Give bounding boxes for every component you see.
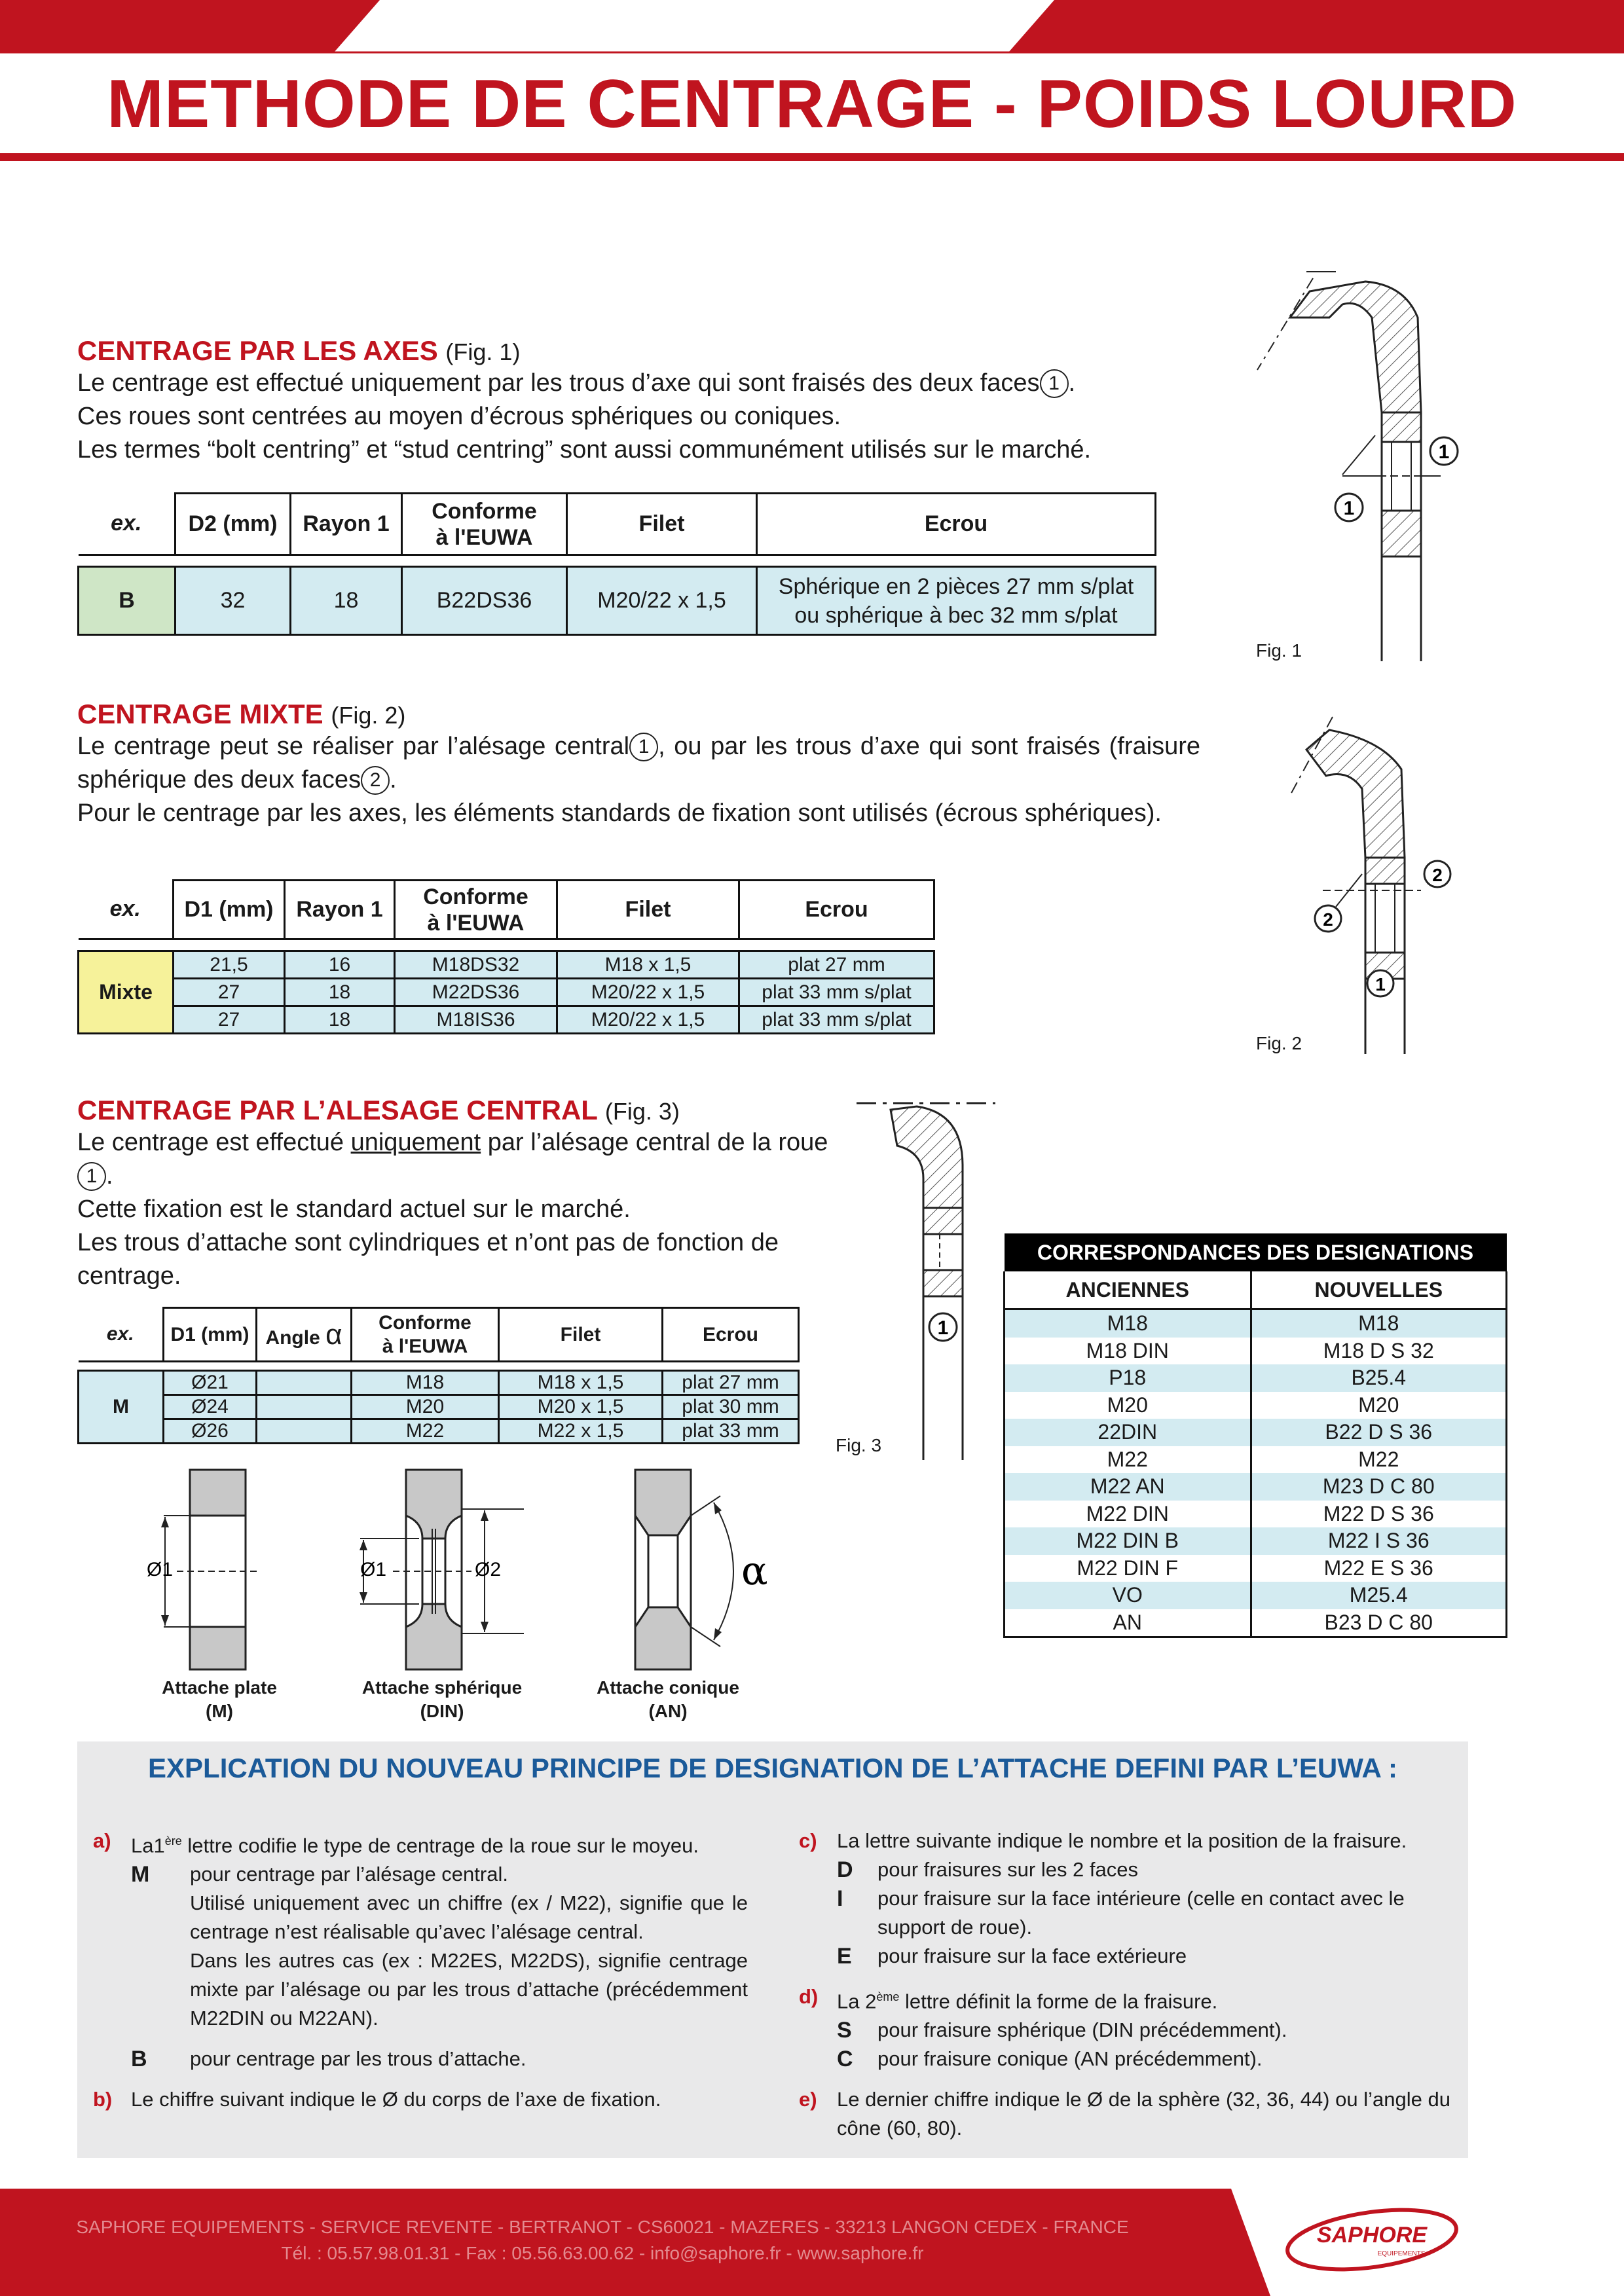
cell [257,1419,352,1444]
fig1-drawing [1244,265,1506,665]
corr-cell: M18 [1251,1309,1507,1338]
cell: plat 33 mm s/plat [739,1006,934,1034]
cell: M18IS36 [395,1006,557,1034]
explanation-box [77,1741,1468,2158]
para-line: Les termes “bolt centring” et “stud centring” sont aussi communément utilisés sur le marché. [77,436,1092,464]
corr-cell: M22 DIN [1005,1501,1251,1528]
text: pour fraisure sur la face extérieure [877,1944,1187,1967]
corr-cell: M22 [1005,1446,1251,1474]
text: pour fraisures sur les 2 faces [877,1858,1139,1881]
cell: M18DS32 [395,951,557,979]
corr-title: CORRESPONDANCES DES DESIGNATIONS [1005,1233,1507,1271]
sup: ème [876,1990,900,2003]
text: La 2 [837,1990,877,2013]
th-rayon: Rayon 1 [285,881,395,939]
code-b: B [131,2047,147,2072]
marker-1: 1 [77,1162,106,1191]
corr-cell: M18 DIN [1005,1338,1251,1365]
fig3-marker: 1 [937,1317,949,1339]
text: pour fraisure sphérique (DIN précédemment). [877,2018,1287,2042]
table-alesage [77,1307,800,1444]
text: lettre codifie le type de centrage de la roue sur le moyeu. [181,1834,699,1857]
cell: M20 x 1,5 [499,1395,663,1419]
para-text: Le centrage est effectué [77,1129,351,1156]
section-heading: CENTRAGE PAR L’ALESAGE CENTRAL [77,1095,598,1125]
table-axes [77,492,1156,636]
fig2-marker-b: 2 [1323,909,1333,930]
cell: M20/22 x 1,5 [557,1006,739,1034]
label-c: c) [799,1829,817,1852]
fig1-marker-b: 1 [1343,498,1355,519]
section-heading: CENTRAGE PAR LES AXES [77,335,438,366]
cell-ecrou: Sphérique en 2 pièces 27 mm s/plat ou sphérique à bec 32 mm s/plat [757,567,1156,635]
cell: M20 [352,1395,499,1419]
attache-conique-drawing [635,1470,768,1669]
corr-cell: M22 AN [1005,1473,1251,1501]
code-d: D [837,1857,853,1882]
para-line: Le centrage est effectué uniquement par les trous d’axe qui sont fraisés des deux faces [77,369,1040,397]
footer [0,2189,1624,2296]
fig-ref: (Fig. 2) [331,702,406,729]
footer-address: SAPHORE EQUIPEMENTS - SERVICE REVENTE - BERTRANOT - CS60021 - MAZERES - 33213 LANGON CEDEX - FRANCE [76,2217,1129,2237]
label-d: d) [799,1985,819,2008]
cell: plat 30 mm [663,1395,799,1419]
text: pour centrage par les trous d’attache. [190,2047,526,2071]
cell: M22DS36 [395,979,557,1006]
text: pour fraisure conique (AN précédemment). [877,2047,1263,2071]
text: Utilisé uniquement avec un chiffre (ex / M22), signifie que le centrage n’est réalisable qu’avec l’alésage central. [190,1891,748,1944]
th-ex: ex. [79,1308,164,1362]
saphore-logo [1280,2203,1464,2275]
corr-cell: M18 D S 32 [1251,1338,1507,1365]
label-a: a) [93,1829,111,1852]
section-heading: CENTRAGE MIXTE [77,699,323,729]
fig2-marker-a: 2 [1432,865,1443,885]
marker-1: 1 [629,733,658,761]
code-i: I [837,1886,843,1911]
section-mixte [77,699,1200,830]
para-text: Les trous d’attache sont cylindriques et n’ont pas de fonction de centrage. [77,1229,779,1290]
alpha-label: α [741,1548,768,1594]
fig3-label: Fig. 3 [836,1435,882,1455]
caption-plate: Attache plate (M) [162,1677,277,1721]
sup: ère [164,1834,182,1848]
explanation-right [799,1827,1454,2143]
corr-cell: M18 [1005,1309,1251,1338]
code-m: M [131,1862,150,1887]
corr-cell: VO [1005,1582,1251,1609]
marker-2: 2 [361,766,390,795]
cell: 27 [174,1006,285,1034]
cell: 18 [285,1006,395,1034]
cell-ex: M [79,1371,164,1444]
th-ecrou: Ecrou [663,1308,799,1362]
cell: plat 27 mm [739,951,934,979]
cell: M22 [352,1419,499,1444]
cell-ex: Mixte [79,951,174,1034]
corr-cell: M22 [1251,1446,1507,1474]
explanation-title: EXPLICATION DU NOUVEAU PRINCIPE DE DESIGNATION DE L’ATTACHE DEFINI PAR L’EUWA : [148,1753,1397,1783]
corr-cell: M20 [1005,1392,1251,1419]
cell: 16 [285,951,395,979]
cell-conforme: B22DS36 [402,567,567,635]
cell: M22 x 1,5 [499,1419,663,1444]
cell: M18 x 1,5 [499,1371,663,1395]
cell: M18 [352,1371,499,1395]
logo-sub: EQUIPEMENTS [1377,2250,1426,2257]
corr-cell: M22 E S 36 [1251,1555,1507,1582]
cell-d2: 32 [175,567,291,635]
code-s: S [837,2018,852,2043]
corr-col-anciennes: ANCIENNES [1005,1271,1251,1309]
para-text: Pour le centrage par les axes, les éléments standards de fixation sont utilisés (écrous sphériques). [77,799,1162,827]
corr-cell: B23 D C 80 [1251,1609,1507,1637]
page-title: METHODE DE CENTRAGE - POIDS LOURD [107,66,1517,142]
explanation-left [93,1827,748,2114]
corr-cell: M20 [1251,1392,1507,1419]
cell-filet: M20/22 x 1,5 [567,567,757,635]
cell [257,1371,352,1395]
text: La1 [131,1834,165,1857]
text: Le chiffre suivant indique le Ø du corps de l’axe de fixation. [131,2088,661,2111]
text: lettre définit la forme de la fraisure. [899,1990,1218,2013]
corr-cell: P18 [1005,1364,1251,1392]
cell-ex: B [79,567,175,635]
th-conforme: Conforme à l'EUWA [395,881,557,939]
para-underline: uniquement [350,1129,481,1156]
th-angle [257,1308,352,1362]
corr-cell: M22 DIN B [1005,1527,1251,1555]
text: Le dernier chiffre indique le Ø de la sphère (32, 36, 44) ou l’angle du cône (60, 80). [837,2088,1450,2140]
cell: Ø26 [164,1419,257,1444]
dim-d2: Ø2 [475,1559,502,1580]
th-d2: D2 (mm) [175,494,291,555]
th-ex: ex. [79,881,174,939]
correspondances-table [1003,1233,1507,1638]
corr-cell: 22DIN [1005,1419,1251,1446]
corr-cell: AN [1005,1609,1251,1637]
fig2-marker-c: 1 [1375,974,1386,994]
th-rayon: Rayon 1 [291,494,402,555]
para-text: . [106,1162,113,1190]
fig-ref: (Fig. 1) [445,338,521,365]
text: Dans les autres cas (ex : M22ES, M22DS), signifie centrage mixte par l’alésage ou par les trous d’attache (précédemment M22DIN ou M22AN). [190,1949,748,2030]
th-filet: Filet [567,494,757,555]
fig1-marker-a: 1 [1438,441,1450,463]
attach-diagrams [144,1463,768,1673]
th-ecrou: Ecrou [739,881,934,939]
cell: plat 27 mm [663,1371,799,1395]
marker-1: 1 [1040,369,1069,398]
text: La lettre suivante indique le nombre et la position de la fraisure. [837,1829,1407,1852]
corr-cell: M22 I S 36 [1251,1527,1507,1555]
cell: Ø21 [164,1371,257,1395]
th-conforme: Conforme à l'EUWA [402,494,567,555]
th-ecrou: Ecrou [757,494,1156,555]
corr-cell: M22 D S 36 [1251,1501,1507,1528]
caption-conique: Attache conique (AN) [597,1677,739,1721]
cell: plat 33 mm [663,1419,799,1444]
dim-d1: Ø1 [147,1559,174,1580]
corr-cell: B22 D S 36 [1251,1419,1507,1446]
cell: M20/22 x 1,5 [557,979,739,1006]
alpha-symbol: α [325,1318,342,1351]
th-filet: Filet [557,881,739,939]
para-text: Cette fixation est le standard actuel sur le marché. [77,1195,631,1223]
fig2-drawing [1270,710,1486,1057]
th-d1: D1 (mm) [164,1308,257,1362]
th-d1: D1 (mm) [174,881,285,939]
table-mixte [77,879,935,1034]
cell: Ø24 [164,1395,257,1419]
section-alesage [77,1095,837,1293]
section-axes: CENTRAGE PAR LES AXES (Fig. 1) Le centrage est effectué uniquement par les trous d’axe qui sont fraisés des deux faces 1 . Ces roues sont centrées au moyen d’écrous sphériques ou coniques. Les termes “bolt centring” et “stud centring” sont aussi communément utilisés sur le marché. [77,335,1204,467]
corr-cell: B25.4 [1251,1364,1507,1392]
para-text: par l’alésage central de la roue [481,1129,828,1156]
cell: plat 33 mm s/plat [739,979,934,1006]
caption-spherique: Attache sphérique (DIN) [361,1677,523,1721]
code-e: E [837,1944,852,1969]
cell: M18 x 1,5 [557,951,739,979]
para-text: Le centrage peut se réaliser par l’alésage central [77,733,630,760]
corr-cell: M25.4 [1251,1582,1507,1609]
cell [257,1395,352,1419]
fig2-label: Fig. 2 [1256,1033,1302,1053]
para-line: Ces roues sont centrées au moyen d’écrous sphériques ou coniques. [77,403,841,430]
th-angle-label: Angle [265,1326,320,1349]
fig3-drawing [845,1093,1015,1467]
fig1-label: Fig. 1 [1256,640,1302,661]
cell-rayon: 18 [291,567,402,635]
text: pour centrage par l’alésage central. [190,1863,508,1886]
attache-spherique-drawing [360,1470,524,1669]
code-c: C [837,2047,853,2072]
corr-cell: M22 DIN F [1005,1555,1251,1582]
label-e: e) [799,2088,817,2111]
cell: 18 [285,979,395,1006]
th-filet: Filet [499,1308,663,1362]
dim-d1: Ø1 [360,1559,387,1580]
corr-col-nouvelles: NOUVELLES [1251,1271,1507,1309]
cell: 21,5 [174,951,285,979]
th-ex: ex. [79,494,175,555]
th-conforme: Conforme à l'EUWA [352,1308,499,1362]
label-b: b) [93,2088,113,2111]
logo-text: SAPHORE [1316,2223,1428,2248]
cell: 27 [174,979,285,1006]
text: pour fraisure sur la face intérieure (celle en contact avec le support de roue). [877,1887,1405,1939]
fig-ref: (Fig. 3) [604,1098,680,1125]
para-text: . [390,766,397,793]
para-text: , ou par les trous d’axe qui sont fraisés (fraisure sphérique des deux faces [77,733,1200,793]
footer-contact: Tél. : 05.57.98.01.31 - Fax : 05.56.63.00.62 - info@saphore.fr - www.saphore.fr [281,2243,924,2263]
attache-plate-drawing [147,1470,259,1669]
corr-cell: M23 D C 80 [1251,1473,1507,1501]
